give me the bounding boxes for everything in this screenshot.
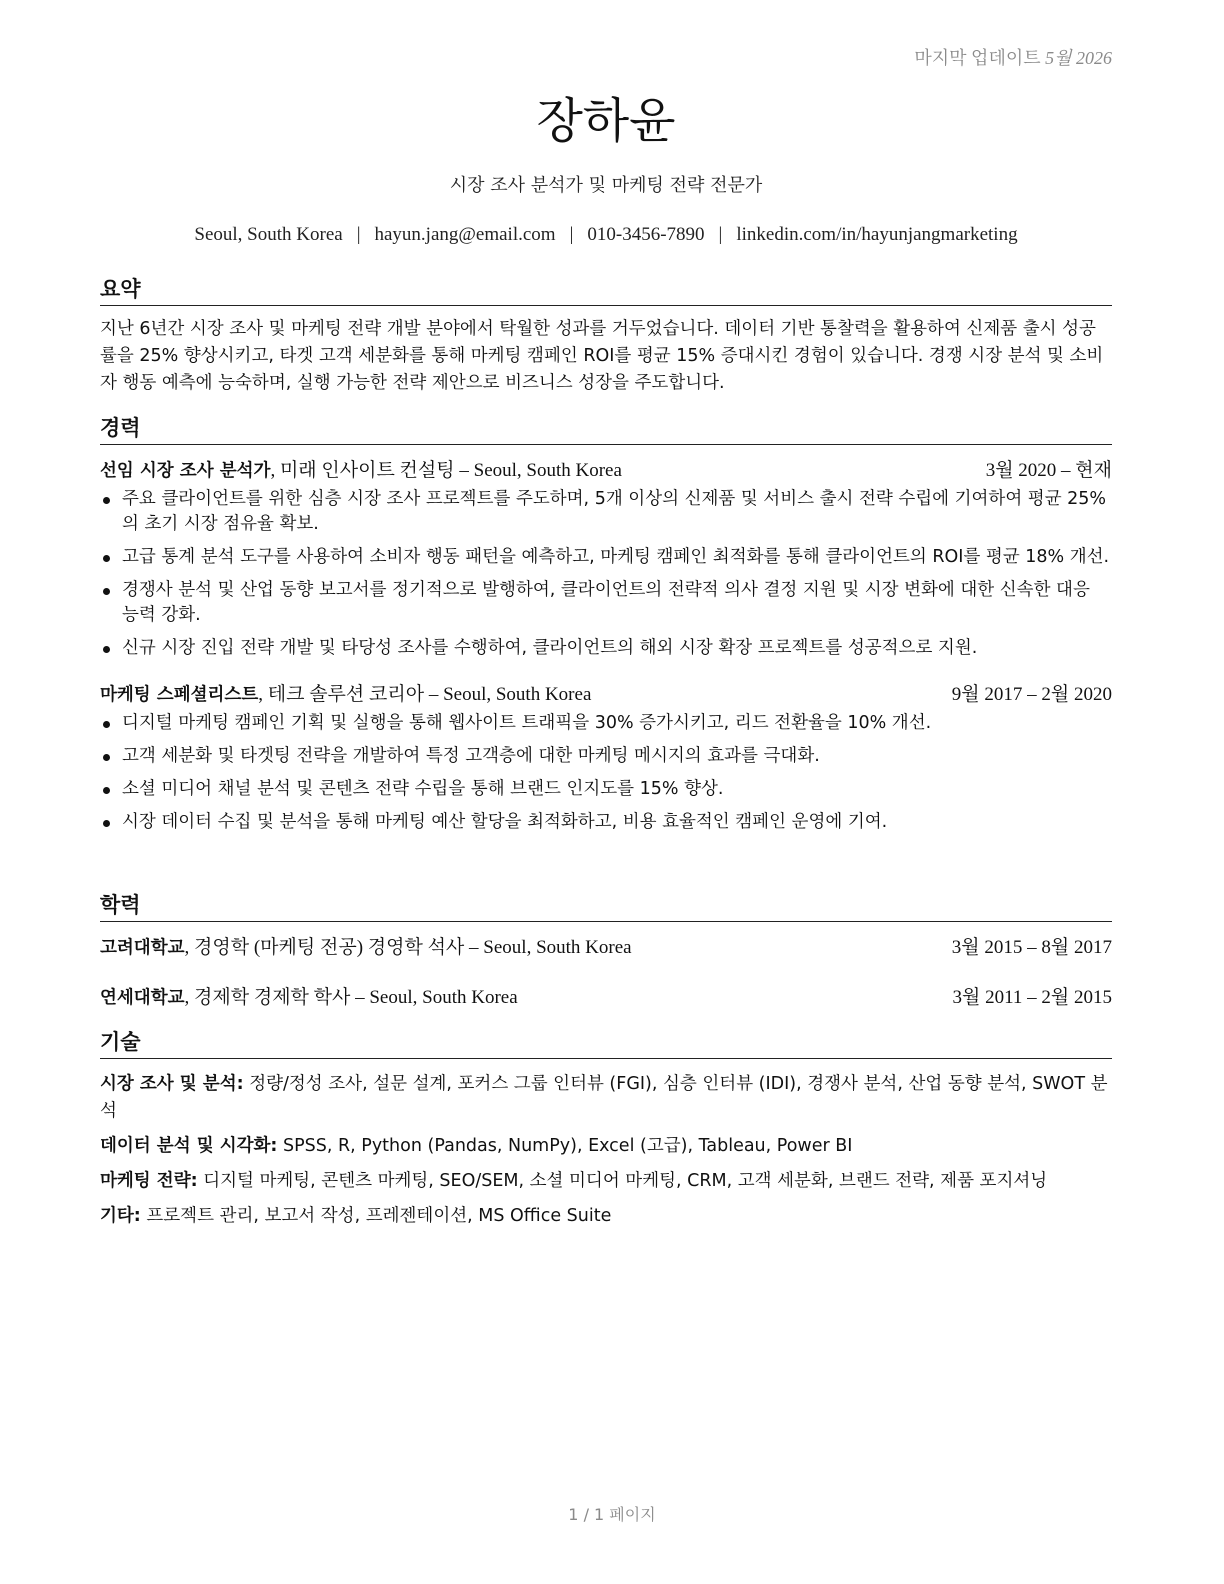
job-dates: 9월 2017 – 2월 2020 <box>951 684 1112 705</box>
contact-location: Seoul, South Korea <box>194 224 343 245</box>
job-bullet: 주요 클라이언트를 위한 심층 시장 조사 프로젝트를 주도하며, 5개 이상의 신제품 및 서비스 출시 전략 수립에 기여하여 평균 25%의 초기 시장 점유율 확보. <box>100 487 1112 537</box>
contact-linkedin[interactable]: linkedin.com/in/hayunjangmarketing <box>736 224 1018 245</box>
job-title-line <box>100 681 591 709</box>
summary-section <box>100 276 1112 397</box>
contact-separator: | <box>569 224 574 245</box>
skill-text: 프로젝트 관리, 보고서 작성, 프레젠테이션, MS Office Suite <box>140 1206 612 1226</box>
education-school: 연세대학교 <box>100 988 185 1008</box>
resume-page <box>100 0 1112 1584</box>
skill-label: 데이터 분석 및 시각화: <box>100 1136 278 1156</box>
last-updated-month: 5월 <box>1045 48 1072 68</box>
skill-label: 마케팅 전략: <box>100 1171 198 1191</box>
job-role: 선임 시장 조사 분석가 <box>100 461 271 481</box>
education-detail: , 경제학 경제학 학사 – Seoul, South Korea <box>184 987 518 1008</box>
page-number: 1 / 1 페이지 <box>568 1505 656 1524</box>
last-updated <box>914 44 1112 70</box>
job-bullet: 디지털 마케팅 캠페인 기획 및 실행을 통해 웹사이트 트래픽을 30% 증가시키고, 리드 전환율을 10% 개선. <box>100 711 1112 736</box>
job-bullet: 고객 세분화 및 타겟팅 전략을 개발하여 특정 고객층에 대한 마케팅 메시지의 효과를 극대화. <box>100 744 1112 769</box>
contact-line <box>100 224 1112 246</box>
job-org: , 미래 인사이트 컨설팅 – Seoul, South Korea <box>270 460 622 481</box>
job-bullet: 시장 데이터 수집 및 분석을 통해 마케팅 예산 할당을 최적화하고, 비용 효율적인 캠페인 운영에 기여. <box>100 810 1112 835</box>
section-title: 경력 <box>100 415 1112 445</box>
skill-row <box>100 1071 1112 1125</box>
job-entry <box>100 681 1112 835</box>
job-header <box>100 457 1112 485</box>
last-updated-year: 2026 <box>1076 48 1112 68</box>
skill-row <box>100 1133 1112 1160</box>
education-section <box>100 892 1112 1012</box>
summary-text: 지난 6년간 시장 조사 및 마케팅 전략 개발 분야에서 탁월한 성과를 거두었습니다. 데이터 기반 통찰력을 활용하여 신제품 출시 성공률을 25% 향상시키고, 타겟 고객 세분화를 통해 마케팅 캠페인 ROI를 평균 15% 증대시킨 경험이 있습니다. 경쟁 시장 분석 및 소비자 행동 예측에 능숙하며, 실행 가능한 전략 제안으로 비즈니스 성장을 주도합니다. <box>100 319 1104 393</box>
skill-row <box>100 1203 1112 1230</box>
contact-phone[interactable]: 010-3456-7890 <box>587 224 705 245</box>
skill-text: 디지털 마케팅, 콘텐츠 마케팅, SEO/SEM, 소셜 미디어 마케팅, CRM, 고객 세분화, 브랜드 전략, 제품 포지셔닝 <box>197 1171 1048 1191</box>
education-dates: 3월 2015 – 8월 2017 <box>951 937 1112 958</box>
contact-separator: | <box>356 224 361 245</box>
job-role: 마케팅 스페셜리스트 <box>100 685 259 705</box>
contact-separator: | <box>718 224 723 245</box>
job-header <box>100 681 1112 709</box>
section-title: 요약 <box>100 276 1112 306</box>
last-updated-label: 마지막 업데이트 <box>914 48 1046 68</box>
skill-label: 시장 조사 및 분석: <box>100 1074 244 1094</box>
candidate-name: 장하윤 <box>536 93 676 149</box>
job-dates: 3월 2020 – 현재 <box>985 460 1112 481</box>
skill-label: 기타: <box>100 1206 141 1226</box>
job-org: , 테크 솔루션 코리아 – Seoul, South Korea <box>258 684 592 705</box>
job-bullet: 고급 통계 분석 도구를 사용하여 소비자 행동 패턴을 예측하고, 마케팅 캠페인 최적화를 통해 클라이언트의 ROI를 평균 18% 개선. <box>100 545 1112 570</box>
experience-section <box>100 415 1112 843</box>
education-entry <box>100 984 1112 1012</box>
education-title-line <box>100 934 632 962</box>
contact-email[interactable]: hayun.jang@email.com <box>374 224 556 245</box>
skill-row <box>100 1168 1112 1195</box>
job-bullet: 경쟁사 분석 및 산업 동향 보고서를 정기적으로 발행하여, 클라이언트의 전략적 의사 결정 지원 및 시장 변화에 대한 신속한 대응 능력 강화. <box>100 578 1112 628</box>
education-dates: 3월 2011 – 2월 2015 <box>952 987 1112 1008</box>
education-school: 고려대학교 <box>100 938 185 958</box>
job-bullets <box>100 487 1112 661</box>
skill-text: SPSS, R, Python (Pandas, NumPy), Excel (고급), Tableau, Power BI <box>277 1136 853 1156</box>
job-entry <box>100 457 1112 661</box>
candidate-tagline: 시장 조사 분석가 및 마케팅 전략 전문가 <box>449 175 763 196</box>
section-title: 학력 <box>100 892 1112 922</box>
education-title-line <box>100 984 518 1012</box>
job-title-line <box>100 457 622 485</box>
education-entry <box>100 934 1112 962</box>
section-title: 기술 <box>100 1029 1112 1059</box>
job-bullet: 신규 시장 진입 전략 개발 및 타당성 조사를 수행하여, 클라이언트의 해외 시장 확장 프로젝트를 성공적으로 지원. <box>100 636 1112 661</box>
job-bullet: 소셜 미디어 채널 분석 및 콘텐츠 전략 수립을 통해 브랜드 인지도를 15% 향상. <box>100 777 1112 802</box>
skills-section <box>100 1029 1112 1238</box>
job-bullets <box>100 711 1112 835</box>
education-detail: , 경영학 (마케팅 전공) 경영학 석사 – Seoul, South Korea <box>184 937 632 958</box>
skill-text: 정량/정성 조사, 설문 설계, 포커스 그룹 인터뷰 (FGI), 심층 인터뷰 (IDI), 경쟁사 분석, 산업 동향 분석, SWOT 분석 <box>100 1074 1108 1121</box>
